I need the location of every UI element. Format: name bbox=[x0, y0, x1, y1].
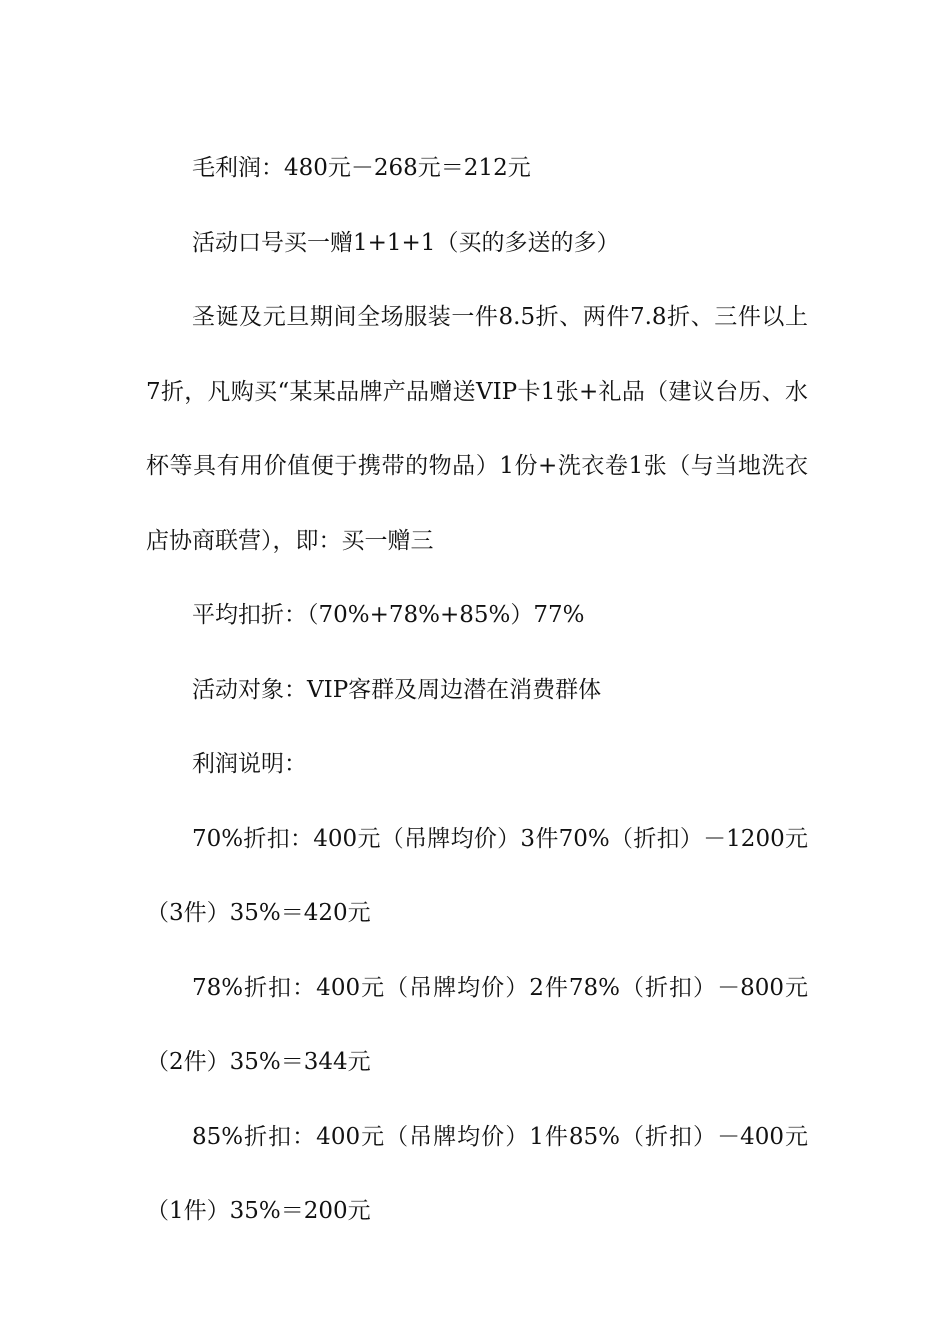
document-body bbox=[146, 131, 808, 1249]
promotion-description: 圣诞及元旦期间全场服装一件8.5折、两件7.8折、三件以上7折，凡购买“某某品牌产品赠送VIP卡1张+礼品（建议台历、水杯等具有用价值便于携带的物品）1份+洗衣卷1张（与当地洗衣店协商联营），即：买一赠三 bbox=[146, 304, 808, 554]
gross-profit-line: 毛利润：480元－268元＝212元 bbox=[192, 155, 531, 181]
average-discount-line: 平均扣折：（70%+78%+85%）77% bbox=[192, 602, 585, 628]
discount-78-calculation: 78%折扣：400元（吊牌均价）2件78%（折扣）－800元（2件）35%＝344元 bbox=[146, 974, 808, 1075]
profit-explanation-heading: 利润说明： bbox=[192, 751, 307, 777]
slogan-line: 活动口号买一赠1+1+1（买的多送的多） bbox=[192, 229, 620, 256]
discount-85-calculation: 85%折扣：400元（吊牌均价）1件85%（折扣）－400元（1件）35%＝200元 bbox=[146, 1123, 808, 1224]
discount-70-calculation: 70%折扣：400元（吊牌均价）3件70%（折扣）－1200元（3件）35%＝420元 bbox=[146, 825, 808, 926]
target-audience-line: 活动对象：VIP客群及周边潜在消费群体 bbox=[192, 676, 602, 703]
